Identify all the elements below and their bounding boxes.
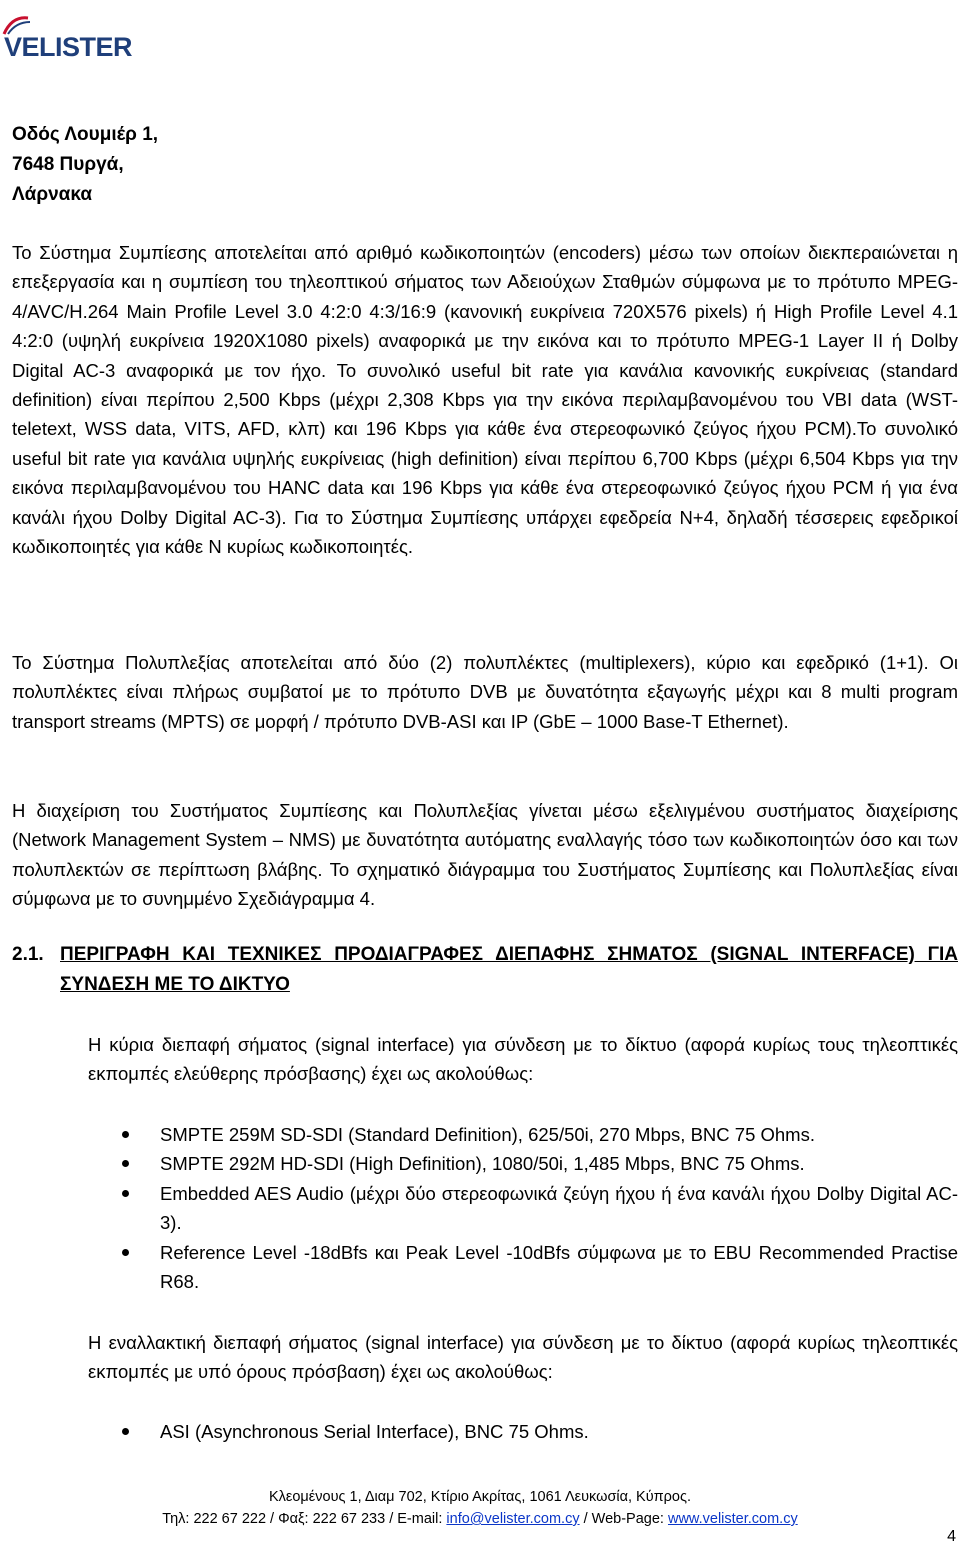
footer-address: Κλεομένους 1, Διαμ 702, Κτίριο Ακρίτας, 1061 Λευκωσία, Κύπρος. bbox=[268, 1489, 691, 1505]
page-footer bbox=[0, 1486, 960, 1530]
bullet-icon bbox=[122, 1160, 129, 1167]
bullet-icon bbox=[122, 1190, 129, 1197]
paragraph-multiplexing: Το Σύστημα Πολυπλεξίας αποτελείται από δύο (2) πολυπλέκτες (multiplexers), κύριο και εφεδρικό (1+1). Οι πολυπλέκτες είναι πλήρως συμβατοί με το πρότυπο DVB με δυνατότητα εξαγωγής μέχρι και 8 multi program transport streams (MPTS) σε μορφή / πρότυπο DVB-ASI και IP (GbE – 1000 Base-T Ethernet). bbox=[12, 652, 958, 732]
primary-interface-list bbox=[120, 1120, 958, 1296]
bullet-icon bbox=[122, 1249, 129, 1256]
section-title: ΠΕΡΙΓΡΑΦΗ ΚΑΙ ΤΕΧΝΙΚΕΣ ΠΡΟΔΙΑΓΡΑΦΕΣ ΔΙΕΠΑΦΗΣ ΣΗΜΑΤΟΣ (SIGNAL INTERFACE) ΓΙΑ ΣΥΝΔΕΣΗ ΜΕ ΤΟ ΔΙΚΤΥΟ bbox=[60, 944, 958, 995]
address-city: Λάρνακα bbox=[12, 184, 92, 205]
address-street: Οδός Λουμιέρ 1, bbox=[12, 124, 159, 145]
website-link[interactable]: www.velister.com.cy bbox=[667, 1511, 798, 1527]
address-block bbox=[12, 120, 158, 210]
company-logo bbox=[2, 14, 133, 64]
footer-contact: Τηλ: 222 67 222 / Φαξ: 222 67 233 / E-mail: info@velister.com.cy / Web-Page: www.velister.com.cy bbox=[162, 1511, 798, 1527]
address-postcode: 7648 Πυργά, bbox=[12, 154, 124, 175]
section-number: 2.1. bbox=[12, 944, 44, 965]
email-link[interactable]: info@velister.com.cy bbox=[446, 1511, 580, 1527]
alternative-interface-list bbox=[120, 1417, 958, 1446]
page-number: 4 bbox=[947, 1528, 956, 1545]
alternative-interface-intro: Η εναλλακτική διεπαφή σήματος (signal interface) για σύνδεση με το δίκτυο (αφορά κυρίως τηλεοπτικές εκπομπές με υπό όρους πρόσβαση) έχει ως ακολούθως: bbox=[88, 1332, 958, 1383]
list-item: SMPTE 292M HD-SDI (High Definition), 1080/50i, 1,485 Mbps, BNC 75 Ohms. bbox=[120, 1149, 958, 1178]
list-item: ASI (Asynchronous Serial Interface), BNC 75 Ohms. bbox=[120, 1417, 958, 1446]
paragraph-management: Η διαχείριση του Συστήματος Συμπίεσης και Πολυπλεξίας γίνεται μέσω εξελιγμένου συστήματος διαχείρισης (Network Management System – NMS) με δυνατότητα αυτόματης εναλλαγής τόσο των κωδικοποιητών όσο και των πολυπλεκτών σε περίπτωση βλάβης. Το σχηματικό διάγραμμα του Συστήματος Συμπίεσης και Πολυπλεξίας είναι σύμφωνα με το συνημμένο Σχεδιάγραμμα 4. bbox=[12, 800, 958, 910]
bullet-icon bbox=[122, 1428, 129, 1435]
list-item: SMPTE 259M SD-SDI (Standard Definition), 625/50i, 270 Mbps, BNC 75 Ohms. bbox=[120, 1120, 958, 1149]
primary-interface-intro: Η κύρια διεπαφή σήματος (signal interface) για σύνδεση με το δίκτυο (αφορά κυρίως τους τηλεοπτικές εκπομπές ελεύθερης πρόσβασης) έχει ως ακολούθως: bbox=[88, 1034, 958, 1085]
list-item: Embedded AES Audio (μέχρι δύο στερεοφωνικά ζεύγη ήχου ή ένα κανάλι ήχου Dolby Digital AC-3). bbox=[120, 1179, 958, 1238]
bullet-icon bbox=[122, 1131, 129, 1138]
logo-wordmark: VELISTER bbox=[4, 32, 133, 62]
paragraph-compression: Το Σύστημα Συμπίεσης αποτελείται από αριθμό κωδικοποιητών (encoders) μέσω των οποίων διεκπεραιώνεται η επεξεργασία και η συμπίεση του τηλεοπτικού σήματος των Αδειούχων Σταθμών σύμφωνα με το πρότυπο MPEG-4/AVC/H.264 Main Profile Level 3.0 4:2:0 4:3/16:9 (κανονική ευκρίνεια 720X576 pixels) ή High Profile Level 4.1 4:2:0 (υψηλή ευκρίνεια 1920X1080 pixels) αναφορικά με την εικόνα και το πρότυπο MPEG-1 Layer II ή Dolby Digital AC-3 αναφορικά με τον ήχο. Το συνολικό useful bit rate για κανάλια κανονικής ευκρίνειας (standard definition) είναι περίπου 2,500 Kbps (μέχρι 2,308 Kbps για την εικόνα περιλαμβανομένου του VBI data (WST-teletext, WSS data, VITS, AFD, κλπ) και 196 Kbps για κάθε ένα στερεοφωνικό ζεύγος ήχου PCM).Το συνολικό useful bit rate για κανάλια υψηλής ευκρίνειας (high definition) είναι περίπου 6,700 Kbps (μέχρι 6,504 Kbps για την εικόνα περιλαμβανομένου του HANC data και 196 Kbps για κάθε ένα στερεοφωνικό ζεύγος ήχου PCM ή για ένα κανάλι ήχου Dolby Digital AC-3). Για το Σύστημα Συμπίεσης υπάρχει εφεδρεία N+4, δηλαδή τέσσερεις εφεδρικοί κωδικοποιητές για κάθε N κυρίως κωδικοποιητές. bbox=[12, 242, 958, 558]
list-item: Reference Level -18dBfs και Peak Level -10dBfs σύμφωνα με το EBU Recommended Practise R68. bbox=[120, 1238, 958, 1297]
